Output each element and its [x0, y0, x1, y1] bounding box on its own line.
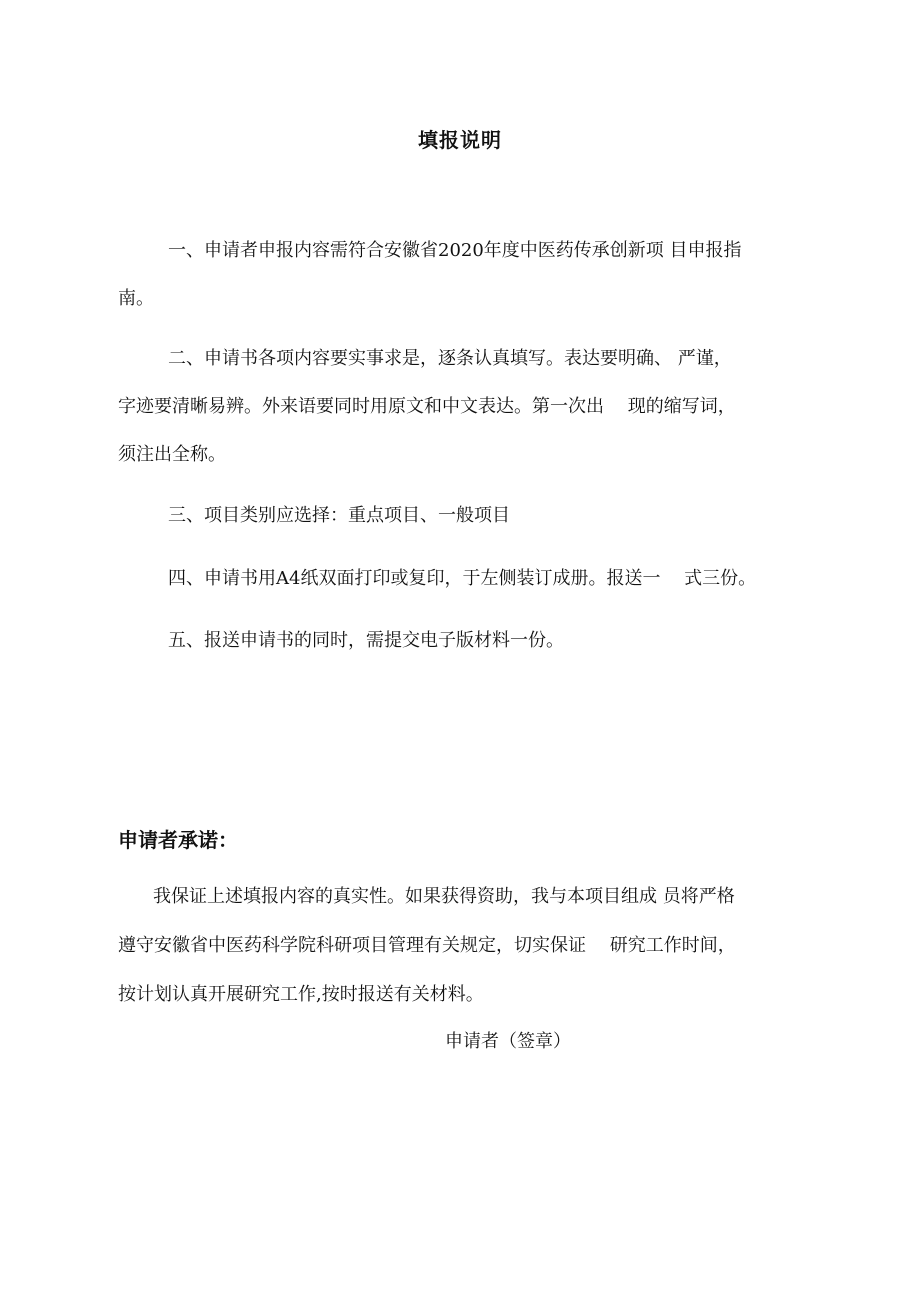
- instruction-2-line-2: 字迹要清晰易辨。外来语要同时用原文和中文表达。第一次出 现的缩写词，: [118, 396, 736, 417]
- instruction-1-line-1: 一、申请者申报内容需符合安徽省2020年度中医药传承创新项 目申报指: [168, 240, 742, 261]
- commitment-line-3: 按计划认真开展研究工作,按时报送有关材料。: [118, 984, 484, 1005]
- commitment-line-2: 遵守安徽省中医药科学院科研项目管理有关规定，切实保证 研究工作时间，: [118, 935, 736, 956]
- instruction-5-line-1: 五、报送申请书的同时，需提交电子版材料一份。: [168, 630, 564, 651]
- instruction-2-line-3: 须注出全称。: [118, 444, 226, 465]
- applicant-signature-label: 申请者（签章）: [445, 1031, 571, 1052]
- commitment-line-1: 我保证上述填报内容的真实性。如果获得资助，我与本项目组成 员将严格: [153, 886, 735, 907]
- instruction-1-line-2: 南。: [118, 288, 154, 309]
- page-title: 填报说明: [418, 128, 502, 152]
- instruction-2-line-1: 二、申请书各项内容要实事求是，逐条认真填写。表达要明确、 严谨，: [168, 348, 732, 369]
- commitment-title: 申请者承诺：: [118, 828, 238, 852]
- instruction-3-line-1: 三、项目类别应选择：重点项目、一般项目: [168, 505, 510, 526]
- instruction-4-line-1: 四、申请书用A4纸双面打印或复印，于左侧装订成册。报送一 式三份。: [168, 568, 757, 589]
